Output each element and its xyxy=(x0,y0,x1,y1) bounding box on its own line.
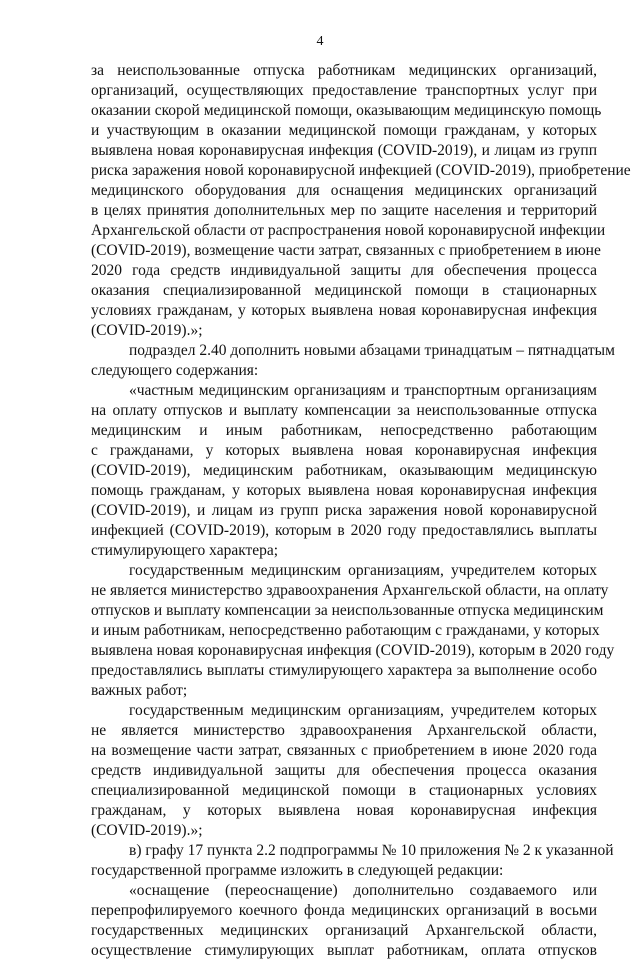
text-line: не является министерство здравоохранения Архангельской области, xyxy=(91,722,597,739)
text-line: Архангельской области от распространения новой коронавирусной инфекции xyxy=(91,222,606,239)
document-body xyxy=(91,61,631,961)
text-line: специализированной медицинской помощи в стационарных условиях xyxy=(91,782,597,799)
text-line: перепрофилируемого коечного фонда медицинских организаций в восьми xyxy=(91,902,597,919)
page-number: 4 xyxy=(316,34,324,49)
text-line: не является министерство здравоохранения Архангельской области, на оплату xyxy=(91,582,609,599)
text-line: (COVID-2019), возмещение части затрат, связанных с приобретением в июне xyxy=(91,242,601,259)
text-line: риска заражения новой коронавирусной инфекцией (COVID-2019), приобретение xyxy=(91,162,631,179)
text-line: с гражданами, у которых выявлена новая коронавирусная инфекция xyxy=(91,442,597,459)
text-line: в целях принятия дополнительных мер по защите населения и территорий xyxy=(91,202,597,219)
text-line: гражданам, у которых выявлена новая коронавирусная инфекция xyxy=(91,802,597,819)
text-line: государственным медицинским организациям, учредителем которых xyxy=(129,702,597,719)
text-line: помощь гражданам, у которых выявлена новая коронавирусная инфекция xyxy=(91,482,597,499)
text-line: отпусков и выплату компенсации за неиспользованные отпуска медицинским xyxy=(91,602,604,619)
text-line: оказания специализированной медицинской помощи в стационарных xyxy=(91,282,597,299)
text-line: важных работ; xyxy=(91,682,188,699)
text-line: предоставлялись выплаты стимулирующего характера за выполнение особо xyxy=(91,662,597,679)
text-line: подраздел 2.40 дополнить новыми абзацами тринадцатым – пятнадцатым xyxy=(129,342,615,359)
text-line: осуществление стимулирующих выплат работникам, оплата отпусков xyxy=(91,942,597,959)
text-line: условиях гражданам, у которых выявлена новая коронавирусная инфекция xyxy=(91,302,597,319)
text-line: за неиспользованные отпуска работникам медицинских организаций, xyxy=(91,62,597,79)
text-line: на оплату отпусков и выплату компенсации за неиспользованные отпуска xyxy=(91,402,597,419)
text-line: государственной программе изложить в следующей редакции: xyxy=(91,862,504,879)
text-line: инфекцией (COVID-2019), которым в 2020 году предоставлялись выплаты xyxy=(91,522,597,539)
text-line: 2020 года средств индивидуальной защиты для обеспечения процесса xyxy=(91,262,597,279)
text-line: оказании скорой медицинской помощи, оказывающим медицинскую помощь xyxy=(91,102,602,119)
text-line: медицинским и иным работникам, непосредственно работающим xyxy=(91,422,597,439)
text-line: стимулирующего характера; xyxy=(91,542,279,559)
text-line: (COVID-2019).»; xyxy=(91,822,203,839)
text-line: средств индивидуальной защиты для обеспечения процесса оказания xyxy=(91,762,597,779)
text-line: выявлена новая коронавирусная инфекция (COVID-2019), и лицам из групп xyxy=(91,142,597,159)
text-line: следующего содержания: xyxy=(91,362,259,379)
text-line: и иным работникам, непосредственно работающим с гражданами, у которых xyxy=(91,622,600,639)
text-line: выявлена новая коронавирусная инфекция (COVID-2019), которым в 2020 году xyxy=(91,642,615,659)
text-line: на возмещение части затрат, связанных с приобретением в июне 2020 года xyxy=(91,742,597,759)
text-line: и участвующим в оказании медицинской помощи гражданам, у которых xyxy=(91,122,597,139)
text-line: «частным медицинским организациям и транспортным организациям xyxy=(129,382,597,399)
text-line: (COVID-2019).»; xyxy=(91,322,203,339)
text-line: «оснащение (переоснащение) дополнительно создаваемого или xyxy=(129,882,597,899)
text-line: государственных медицинских организаций Архангельской области, xyxy=(91,922,597,939)
text-line: организаций, осуществляющих предоставление транспортных услуг при xyxy=(91,82,597,99)
text-line: (COVID-2019), и лицам из групп риска заражения новой коронавирусной xyxy=(91,502,597,519)
text-line: в) графу 17 пункта 2.2 подпрограммы № 10 приложения № 2 к указанной xyxy=(129,842,614,859)
text-line: медицинского оборудования для оснащения медицинских организаций xyxy=(91,182,597,199)
text-line: государственным медицинским организациям, учредителем которых xyxy=(129,562,597,579)
text-line: (COVID-2019), медицинским работникам, оказывающим медицинскую xyxy=(91,462,597,479)
